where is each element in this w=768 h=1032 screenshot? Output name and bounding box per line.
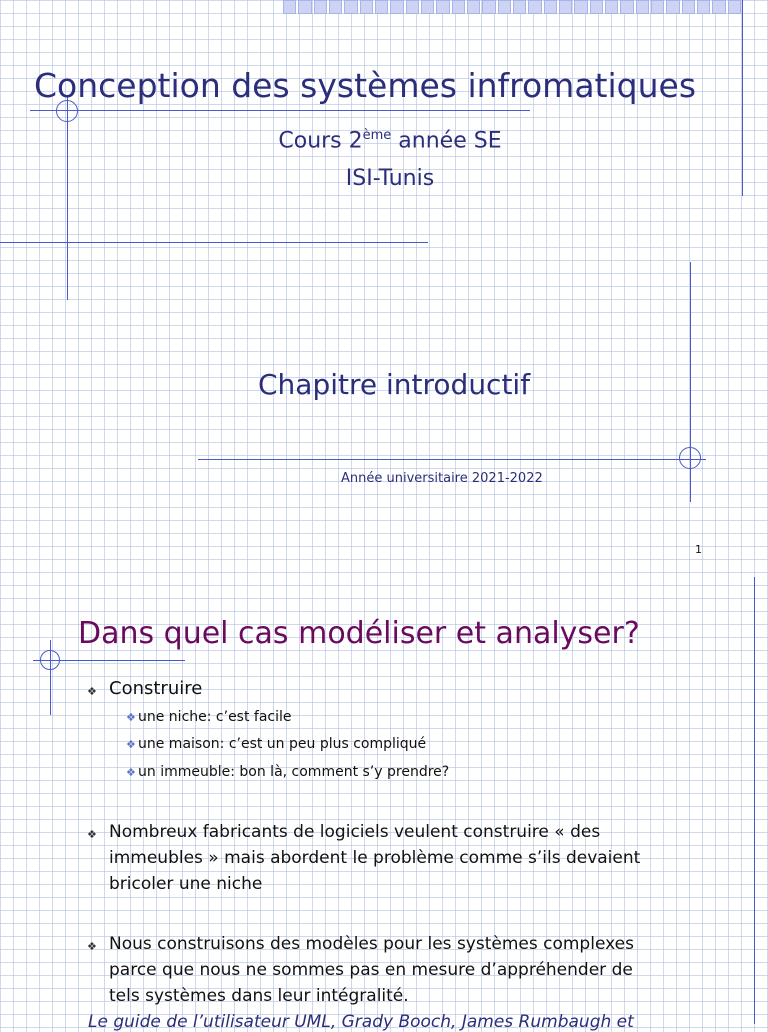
bullet-icon: ❖ xyxy=(87,828,97,841)
diamond-icon: ❖ xyxy=(126,738,136,751)
bullet-icon: ❖ xyxy=(87,940,97,953)
decor-line xyxy=(0,242,428,243)
diamond-icon: ❖ xyxy=(126,766,136,779)
crosshair-icon xyxy=(679,447,701,469)
institution: ISI-Tunis xyxy=(345,166,435,191)
bullet-paragraph: Nombreux fabricants de logiciels veulent construire « des immeubles » mais abordent le problème comme s’ils devaient bricoler une niche xyxy=(109,822,641,894)
crosshair-icon xyxy=(40,650,60,670)
sub-bullet: ❖ un immeuble: bon là, comment s’y prendre? xyxy=(126,764,450,780)
bullet-icon: ❖ xyxy=(87,685,97,698)
decor-line xyxy=(30,110,530,111)
slide2-title: Dans quel cas modéliser et analyser? xyxy=(78,616,640,651)
decor-line xyxy=(754,577,755,1024)
sub-bullet: ❖ une maison: c’est un peu plus compliqué xyxy=(126,736,427,752)
bullet-paragraph: Nous construisons des modèles pour les systèmes complexes parce que nous ne sommes pas en mesure d’appréhender de tels systèmes dans leur intégralité. xyxy=(109,934,634,1006)
citation: Le guide de l’utilisateur UML, Grady Booch, James Rumbaugh et xyxy=(88,1012,634,1032)
diamond-icon: ❖ xyxy=(126,711,136,724)
course-subtitle: Cours 2ème année SE xyxy=(278,128,502,154)
page-number: 1 xyxy=(695,543,702,556)
bullet-text: Construire xyxy=(109,678,203,699)
decor-line xyxy=(67,95,68,300)
slide-title: Conception des systèmes infromatiques xyxy=(33,66,697,105)
decor-line xyxy=(198,459,706,460)
academic-year: Année universitaire 2021-2022 xyxy=(341,471,543,486)
chapter-title: Chapitre introductif xyxy=(258,368,531,401)
header-decoration xyxy=(283,0,743,14)
sub-bullet: ❖ une niche: c’est facile xyxy=(126,709,292,725)
